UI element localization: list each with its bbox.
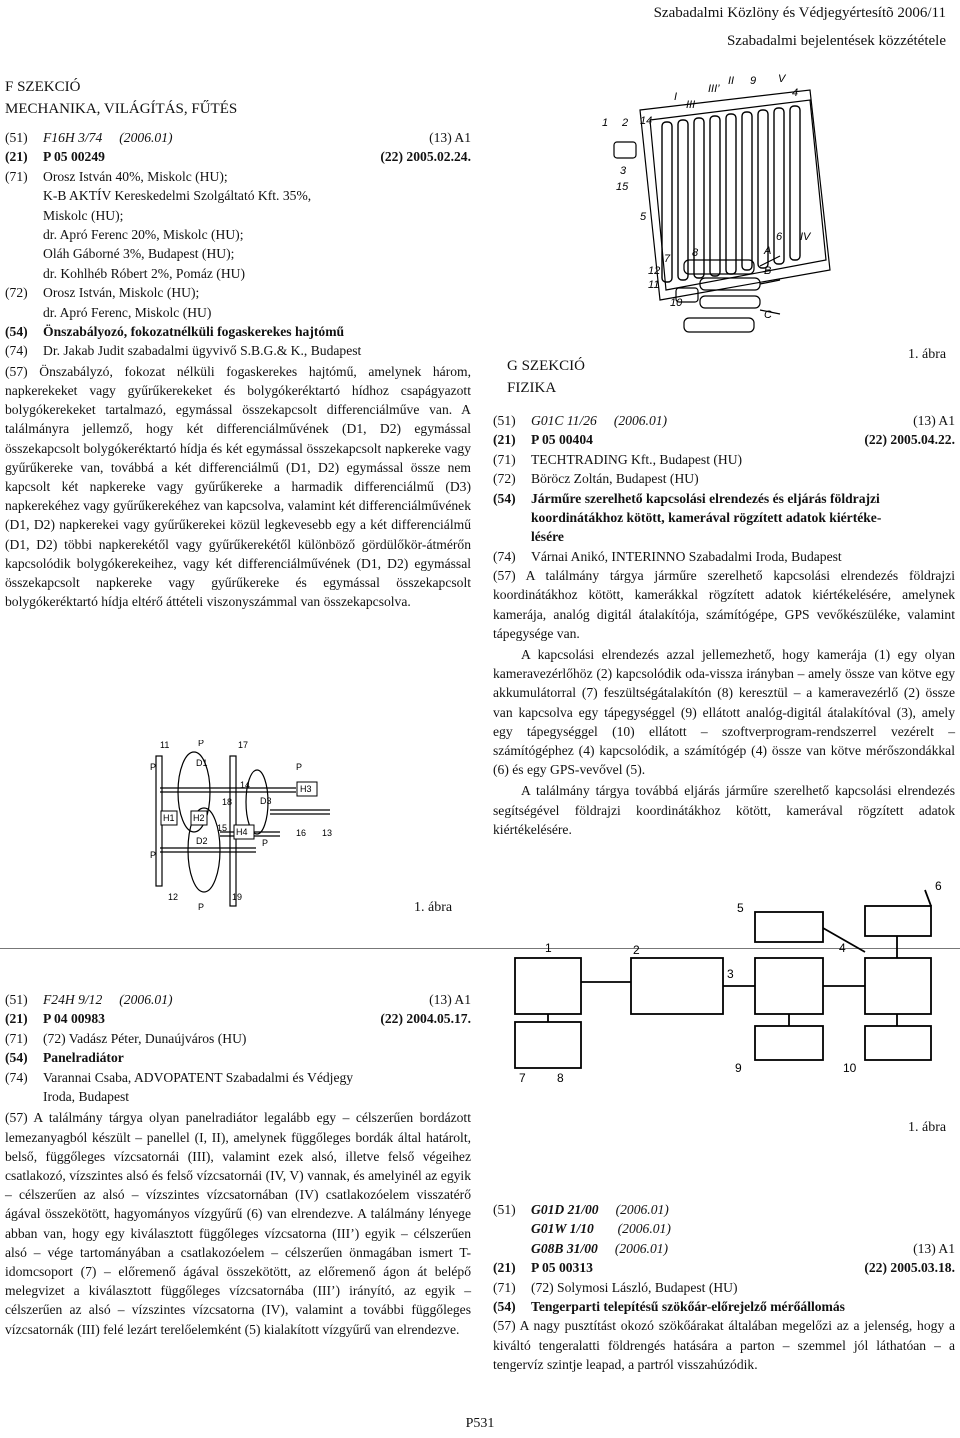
svg-text:12: 12 [648,265,661,277]
svg-text:3: 3 [620,165,627,177]
kind-code: (13) A1 [429,130,471,145]
filing-date: 2005.02.24. [406,149,471,165]
svg-text:6: 6 [776,231,783,243]
entry3-abstract: (57) A találmány tárgya járműre szerelhető kapcsolási elrendezés földrajzi koordinátákhoz kötött, kamerákkal rögzített adatok kiértékelésére, amelynek kamerája, analóg digitál átalakítója, számítógépe, GPS vevőkészüléke, valamint tápegysége van. [493,568,955,641]
agent-line: (74) Varannai Csaba, ADVOPATENT Szabadalmi és Védjegy [5,1069,354,1085]
svg-text:8: 8 [692,247,699,259]
entry1-abstract: (57) Önszabályzó, fokozat nélküli fogaskerekes hajtómű, amelynek három, napkerekeket vagy gyűrűkerekeket és bolygókeréktartó hídhoz csapágyazott bolygókerekeket tartalmazó, egymással összekapcsolt differenciálműve van. A találmányra jellemző, hogy két differenciálművének (D1, D2) egymással összekapcsolt bolygókeréktartó hídja és két egymással összekapcsolt napkereke vagy gyűrűkereke van, továbbá a két differenciálmű (D1, D2) egymással össze nem kapcsolt két napkereke vagy gyűrűkereke a harmadik differenciálmű (D3) napkerekéhez vagy gyűrűkerekéhez van kapcsolva, valamint két differenciálművének (D1, D2) napkerekei vagy gyűrűkerekei közül legkevesebb egy a két differenciálmű (D1, D2) többi napkerekétől vagy gyűrűkerekétől különböző gördülőkör-átmérőn kapcsolódik bolygókerekeihez, vagy két differenciálművének (D1, D2) egymással összekapcsolt napkereke vagy gyűrűkereke és egymással összekapcsolt bolygókeréktartó hídja eltérő áttételi viszonyszámmal van összekapcsolva. [5,363,471,610]
svg-text:A: A [764,245,772,257]
entry1-title: (54) Önszabályozó, fokozatnélküli fogaskerekes hajtómű [5,323,345,339]
label-h4: H4 [236,827,248,837]
svg-text:V: V [778,73,786,85]
box-psu2 [865,1026,931,1060]
label-d3: D3 [260,796,272,806]
label-16: 16 [296,828,307,838]
applicant-line: dr. Apró Ferenc 20%, Miskolc (HU); [43,226,244,242]
label-p: P [198,740,205,748]
applicant-line: Miskolc (HU); [43,207,124,223]
radiator-figure [600,70,860,350]
label-h2: H2 [193,813,205,823]
label-13: 13 [322,828,333,838]
field-code: (72) [5,285,28,301]
svg-text:6: 6 [935,879,942,893]
connector-left [614,142,636,158]
svg-text:7: 7 [519,1071,526,1082]
svg-text:9: 9 [735,1061,742,1075]
label-h1: H1 [163,813,175,823]
section-f-name: MECHANIKA, VILÁGÍTÁS, FŰTÉS [5,101,238,117]
application-number: P 05 00249 [43,149,105,165]
entry3-abstract: A kapcsolási elrendezés azzal jellemezhető, hogy kamerája (1) egy olyan kameravezérlőhöz (2) kapcsolódik oda-vissza irányban – amely össze van kötve egy akkumulátorral (7) feszültségátalakítón (8) keresztül – a kameravezérlő (2) össze van kapcsolva egy tápegységgel (9) ellátott analóg-digitál átalakítóval (3), amely egy tápegységgel (10) ellátott – szoftverprogram-rendszerrel vezérelt – számítógéphez (4) kapcsolódik, a számítógép (4) össze van kötve mérőszondákkal (6) és egy GPS-vevővel (5). [493,646,955,778]
svg-text:1: 1 [602,117,609,129]
label-h3: H3 [300,784,312,794]
svg-text:10: 10 [670,297,683,309]
label-d1: D1 [196,758,208,768]
gear-drive-figure [130,740,360,910]
svg-text:11: 11 [648,279,660,291]
applicant-line: (71) Orosz István 40%, Miskolc (HU); [5,167,471,186]
radiator-caption: 1. ábra [908,347,947,362]
svg-text:7: 7 [664,253,671,265]
entry2-app-row: (21) P 04 00983 (22) 2004.05.17. [5,1011,471,1027]
box-psu1 [755,1026,823,1060]
inventor-line: (72) Orosz István, Miskolc (HU); [5,283,471,302]
field-code: (21) [5,149,28,165]
entry4-ipc-row: G01W 1/10 (2006.01) [531,1221,671,1237]
svg-text:3: 3 [727,967,734,981]
label-d2: D2 [196,836,208,846]
box-computer [865,958,931,1014]
left-column [5,76,471,611]
svg-text:9: 9 [750,75,757,87]
entry2-ipc-row: (51) F24H 9/12 (2006.01) (13) A1 [5,992,471,1007]
applicant-line: Oláh Gáborné 3%, Budapest (HU); [43,246,235,262]
label-p: P [296,762,303,772]
svg-text:1: 1 [545,941,552,955]
box-power [515,1022,581,1068]
label-12: 12 [168,892,179,902]
applicant-line: K-B AKTÍV Kereskedelmi Szolgáltató Kft. 35%, [43,188,312,204]
section-f-letter: F SZEKCIÓ [5,79,81,95]
label-19: 19 [232,892,243,902]
agent-line: (74) Várnai Anikó, INTERINNO Szabadalmi Iroda, Budapest [493,548,842,564]
svg-text:2: 2 [622,117,629,129]
svg-text:IV: IV [800,231,811,243]
field-code: (71) [5,168,28,184]
entry3-title: lésére [531,529,564,545]
entry4-title: (54) Tengerparti telepítésű szökőár-előrejelző mérőállomás [493,1298,845,1314]
block-diagram [505,872,945,1082]
svg-text:4: 4 [792,87,799,99]
entry4 [493,1200,955,1374]
entry3-title: (54) Járműre szerelhető kapcsolási elrendezés és eljárás földrajzi [493,490,880,506]
block-diagram-caption: 1. ábra [908,1120,947,1135]
label-p: P [198,902,205,910]
entry1-ipc-row [5,128,471,147]
box-adc [755,958,823,1014]
applicant-line: (71) TECHTRADING Kft., Budapest (HU) [493,451,743,467]
ipc-date: (2006.01) [119,130,173,145]
svg-text:II: II [728,75,735,87]
svg-text:10: 10 [843,1061,857,1075]
section-g-name: FIZIKA [507,380,557,396]
label-p: P [262,838,269,848]
svg-text:III’: III’ [708,83,720,95]
field-code: (22) [380,149,404,165]
svg-text:14: 14 [640,115,653,127]
agent-line: Iroda, Budapest [43,1088,130,1104]
svg-text:4: 4 [839,941,846,955]
entry3-abstract: A találmány tárgya továbbá eljárás járműre szerelhető kapcsolási elrendezés segítségével földrajzi koordinátákhoz kötött, kamerával rögzített adatok kiértékelésére. [493,783,955,837]
svg-text:III: III [686,99,696,111]
box-camera [515,958,581,1014]
journal-title: Szabadalmi Közlöny és Védjegyértesítõ 2006/11 [653,5,946,21]
page-number: P531 [465,1416,495,1431]
svg-text:15: 15 [616,181,629,193]
vertical-channels [662,106,800,282]
svg-text:C: C [764,309,772,321]
svg-text:8: 8 [557,1071,564,1082]
section-g-letter: G SZEKCIÓ [507,358,585,374]
entry1-app-row [5,147,471,166]
entry4-ipc-row: G08B 31/00 (2006.01) (13) A1 [531,1240,955,1256]
box-gps [755,912,823,942]
box-controller [631,958,723,1014]
svg-text:5: 5 [737,901,744,915]
label-p: P [150,762,157,772]
applicant-line: (71) (72) Solymosi László, Budapest (HU) [493,1279,738,1295]
entry2-title: (54) Panelradiátor [5,1050,124,1066]
svg-text:5: 5 [640,211,647,223]
entry4-abstract: (57) A nagy pusztítást okozó szökőárakat általában megelőzi az a jelenség, hogy a kiváltó tengeralatti földrengés hatására a parton – szemmel jól láthatóan – a tengervíz szintje leapad, a partról visszahúzódik. [493,1318,955,1372]
field-code: (51) [5,130,28,145]
ipc-code: F16H 3/74 [43,130,103,145]
entry4-ipc-row: (51) G01D 21/00 (2006.01) [493,1202,669,1217]
applicant-line: (71) (72) Vadász Péter, Dunaújváros (HU) [5,1030,247,1046]
label-17: 17 [238,740,249,750]
agent-line: (74) Dr. Jakab Judit szabadalmi ügyvivő S.B.G.& K., Budapest [5,343,362,359]
box-probe [865,906,931,936]
label-15: 15 [217,823,228,833]
inventor-line: dr. Apró Ferenc, Miskolc (HU) [43,304,212,320]
svg-text:B: B [764,265,772,277]
applicant-line: dr. Kohlhéb Róbert 2%, Pomáz (HU) [43,265,245,281]
entry3-title: koordinátákhoz kötött, kamerával rögzített adatok kiértéke- [531,509,882,525]
entry3-app-row: (21) P 05 00404 (22) 2005.04.22. [493,432,955,448]
figure-caption: 1. ábra [414,900,453,915]
entry4-app-row: (21) P 05 00313 (22) 2005.03.18. [493,1260,955,1276]
label-18: 18 [222,797,233,807]
svg-text:I: I [674,91,678,103]
label-11: 11 [160,740,170,750]
inventor-line: (72) Böröcz Zoltán, Budapest (HU) [493,471,699,487]
label-p: P [150,850,157,860]
section-heading: Szabadalmi bejelentések közzététele [726,33,946,49]
entry2 [5,990,471,1339]
entry2-abstract: (57) A találmány tárgya olyan panelradiátor legalább egy – célszerűen bordázott lemezanyagból készült – panellel (I, II), amelynek függőleges bordák által határolt, belső, függőleges vízcsatornái (III), valamint ezek alsó, illetve felső végeihez csatlakozó, vízszintes alsó és felső vízcsatornái (IV, V) vannak, és amelyinél az egyik – célszerűen az alsó – vízszintes vízcsatornában (IV) csatlakozóelem visszatérő ágával összekötött, hagyományos vízgyűrű (6) van elrendezve. A találmány lényege abban van, hogy egy kiválasztott függőleges vízcsatorna (III’) egyik – célszerűen alsó – vége tartományában a csatlakozóelem – célszerűen önmagában ismert T-idomcsoport (7) – előremenő ágával összekötött, az előremenő ágon át belépő melegvizet a kiválasztott függőleges vízcsatornába (III’) irányító, az egyik – célszerűen az alsó – vízszintes vízcsatorna (IV), valamint a további függőleges vízcsatornák (III) felé lezárt terelőelemként (5) kialakított vízgyűrű van elrendezve. [5,1110,471,1337]
label-14: 14 [240,780,251,790]
right-column [493,355,955,839]
entry3-ipc-row: (51) G01C 11/26 (2006.01) (13) A1 [493,413,955,428]
svg-text:2: 2 [633,943,640,957]
